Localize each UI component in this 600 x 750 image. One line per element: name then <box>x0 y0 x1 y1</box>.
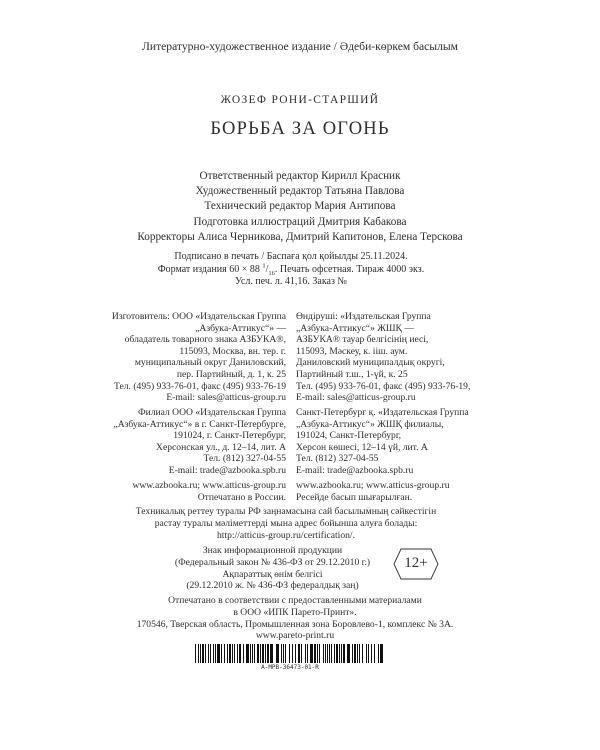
text-line: Тел. (812) 327-04-55 <box>203 453 286 465</box>
barcode-bar <box>354 644 356 663</box>
barcode-bar <box>270 644 273 663</box>
printed-in: Ресейде басып шығарылған. <box>296 491 413 503</box>
text-line: Ақпараттық өнім белгісі <box>222 568 323 580</box>
text-line: Техникалық реттеу туралы РФ заңнамасына сай басылымның сәйкестігін <box>135 506 437 517</box>
barcode-bar <box>327 644 328 663</box>
barcode <box>195 644 385 663</box>
barcode-bar <box>347 644 350 663</box>
credit-line: Технический редактор Мария Антипова <box>204 200 396 213</box>
barcode-bar <box>378 644 379 663</box>
print-info <box>0 251 582 289</box>
barcode-text: A-MPB-36473-01-R <box>261 664 319 671</box>
edition-type: Литературно-художественное издание / Әдеби-көркем басылым <box>142 40 458 53</box>
text-line: „Азбука-Аттикус“» ЖШҚ — <box>296 322 414 334</box>
text-line: Тел. (812) 327-04-55 <box>296 453 379 465</box>
barcode-bar <box>221 644 222 663</box>
certification-info <box>0 506 572 541</box>
barcode-bar <box>305 644 306 663</box>
barcode-bar <box>292 644 293 663</box>
age-rating: 12+ <box>404 555 428 571</box>
barcode-bar <box>254 644 255 663</box>
manufacturer-kz <box>296 311 470 404</box>
barcode-bar <box>341 644 342 663</box>
barcode-bar <box>362 644 363 663</box>
text-line: E-mail: trade@azbooka.spb.ru <box>168 464 286 476</box>
barcode-bar <box>262 644 264 663</box>
barcode-bar <box>243 644 244 663</box>
text-line: (Федеральный закон № 436-ФЗ от 29.12.2010 г.) <box>174 556 371 568</box>
barcode-bar <box>215 644 216 663</box>
text-line: Тел. (495) 933-76-01, факс (495) 933-76-19 <box>114 380 286 392</box>
barcode-bar <box>336 644 338 663</box>
text-line: Партийный т.ш., 1-үй, к. 25 <box>296 368 408 380</box>
format-num: 1 <box>262 262 266 270</box>
credits <box>0 169 600 245</box>
printer-info <box>0 595 590 642</box>
text-line: обладатель товарного знака АЗБУКА®, <box>124 334 286 346</box>
barcode-bar <box>295 644 296 663</box>
barcode-bar <box>250 644 251 663</box>
barcode-bar <box>210 644 211 663</box>
barcode-bar <box>380 644 383 663</box>
barcode-bar <box>374 644 375 663</box>
barcode-bar <box>227 644 228 663</box>
certification-link: http://atticus-group.ru/certification/. <box>216 529 355 541</box>
printer-website: www.pareto-print.ru <box>255 630 335 642</box>
signed-date: Подписано в печать / Баспаға қол қойылды 25.11.2024. <box>174 251 408 262</box>
text-line: Даниловский муниципалдық округі, <box>296 357 445 369</box>
barcode-bar <box>314 644 316 663</box>
barcode-bar <box>357 644 358 663</box>
author: ЖОЗЕФ РОНИ-СТАРШИЙ <box>220 94 380 106</box>
credit-line: Художественный редактор Татьяна Павлова <box>195 185 405 198</box>
credit-line: Подготовка иллюстраций Дмитрия Кабакова <box>193 215 407 228</box>
barcode-bar <box>331 644 332 663</box>
barcode-bar <box>325 644 326 663</box>
text-line: Херсонская ул., д. 12–14, лит. А <box>156 441 286 453</box>
barcode-bar <box>252 644 253 663</box>
text-line: Знак информационной продукции <box>202 545 343 556</box>
age-rating-badge <box>393 548 439 580</box>
barcode-bar <box>239 644 241 663</box>
barcode-bar <box>276 644 279 663</box>
barcode-bar <box>229 644 231 663</box>
text-line: 115093, Мәскеу, к. ііш. аум. <box>296 345 408 357</box>
barcode-bar <box>224 644 225 663</box>
manufacturer-ru <box>112 311 286 404</box>
text-line: 170546, Тверская область, Промышленная зона Боровлево-1, комплекс № 3А. <box>136 618 454 630</box>
text-line: Өндіруші: «Издательская Группа <box>296 311 431 322</box>
book-title: БОРЬБА ЗА ОГОНЬ <box>210 119 390 139</box>
barcode-bar <box>371 644 372 663</box>
text-line: E-mail: sales@atticus-group.ru <box>166 392 286 404</box>
text-line: „Азбука-Аттикус“» ЖШҚ филиалы, <box>296 418 444 430</box>
text-line: в ООО «ИПК Парето-Принт». <box>233 606 357 618</box>
barcode-bar <box>323 644 324 663</box>
barcode-bar <box>366 644 367 663</box>
barcode-bar <box>307 644 308 663</box>
barcode-bar <box>289 644 290 663</box>
text-line: „Азбука-Аттикус“» — <box>195 322 286 334</box>
barcode-bar <box>267 644 269 663</box>
text-line: Санкт-Петербург қ. «Издательская Группа <box>296 407 469 418</box>
format-den: 16 <box>268 269 275 277</box>
barcode-bar <box>329 644 330 663</box>
printed-in: Отпечатано в России. <box>197 491 286 503</box>
text-line: Изготовитель: ООО «Издательская Группа <box>111 311 286 322</box>
barcode-bar <box>195 644 196 663</box>
barcode-bar <box>260 644 261 663</box>
website-links: www.azbooka.ru; www.atticus-group.ru <box>132 480 286 491</box>
barcode-bar <box>339 644 340 663</box>
barcode-bar <box>217 644 220 663</box>
credit-line: Корректоры Алиса Черникова, Дмитрий Капитонов, Елена Терскова <box>137 230 463 243</box>
barcode-bar <box>359 644 360 663</box>
barcode-bar <box>208 644 209 663</box>
text-line: пер. Партийный, д. 1, к. 25 <box>176 368 286 380</box>
barcode-bar <box>319 644 320 663</box>
branch-kz <box>296 407 469 477</box>
barcode-bar <box>352 644 353 663</box>
format-suffix: . Печать офсетная. Тираж 4000 экз. <box>274 263 425 275</box>
text-line: муниципальный округ Даниловский, <box>134 357 286 369</box>
barcode-bar <box>317 644 318 663</box>
barcode-bar <box>237 644 238 663</box>
barcode-bar <box>301 644 302 663</box>
barcode-bar <box>285 644 286 663</box>
text-line: 191024, г. Санкт-Петербург, <box>173 430 286 442</box>
text-line: Отпечатано в соответствии с предоставленными материалами <box>168 595 422 606</box>
text-line: Филиал ООО «Издательская Группа <box>138 407 286 418</box>
branch-ru <box>113 407 286 477</box>
format-line: Формат издания 60 × 88 $^1/_{16}$. Печать офсетная. Тираж 4000 экз. <box>157 262 425 277</box>
text-line: E-mail: trade@azbooka.spb.ru <box>296 464 414 476</box>
barcode-bar <box>246 644 249 663</box>
barcode-bar <box>334 644 335 663</box>
sheets-line: Усл. печ. л. 41,16. Заказ № <box>235 276 347 287</box>
text-line: E-mail: sales@atticus-group.ru <box>296 392 416 404</box>
barcode-bar <box>234 644 235 663</box>
barcode-bar <box>310 644 313 663</box>
barcode-bar <box>298 644 300 663</box>
barcode-bar <box>281 644 282 663</box>
format-prefix: Формат издания 60 × 88 <box>157 263 263 275</box>
barcode-bar <box>265 644 266 663</box>
text-line: Херсон көшесі, 12–14 үй, лит. А <box>296 441 428 453</box>
text-line: растау туралы мәліметтерді мына адрес бойынша алуға болады: <box>154 517 418 529</box>
info-product-sign <box>160 545 385 592</box>
barcode-bar <box>213 644 214 663</box>
barcode-bar <box>198 644 199 663</box>
barcode-bar <box>200 644 201 663</box>
text-line: 191024, Санкт-Петербург, <box>296 430 402 442</box>
barcode-bar <box>205 644 206 663</box>
web-ru <box>132 480 286 503</box>
barcode-bar <box>343 644 345 663</box>
credit-line: Ответственный редактор Кирилл Красник <box>199 170 401 182</box>
barcode-bar <box>232 644 233 663</box>
barcode-bar <box>202 644 204 663</box>
web-kz <box>296 480 450 503</box>
barcode-bar <box>368 644 369 663</box>
barcode-bar <box>257 644 259 663</box>
text-line: 115093, Москва, вн. тер. г. <box>179 345 286 357</box>
text-line: АЗБУКА® тауар белгісінің иесі, <box>296 334 429 346</box>
website-links: www.azbooka.ru; www.atticus-group.ru <box>296 480 450 491</box>
text-line: (29.12.2010 ж. № 436-ФЗ федералдық заң) <box>186 580 359 592</box>
text-line: Тел. (495) 933-76-01, факс (495) 933-76-19, <box>296 380 471 392</box>
barcode-bar <box>283 644 284 663</box>
text-line: „Азбука-Аттикус“» в г. Санкт-Петербурге, <box>113 418 286 430</box>
